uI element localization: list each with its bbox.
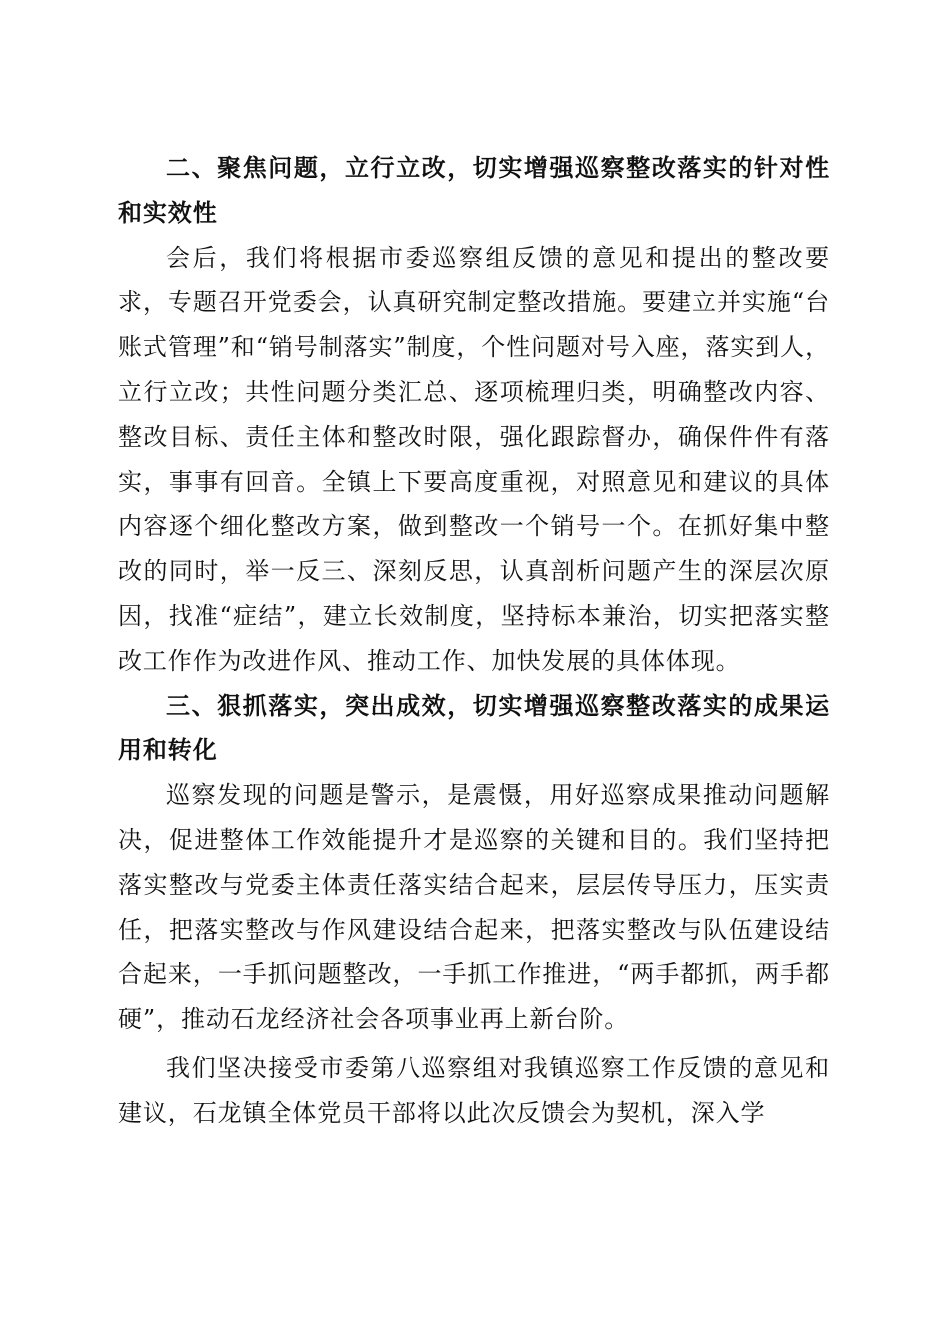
body-paragraph: 我们坚决接受市委第八巡察组对我镇巡察工作反馈的意见和建议，石龙镇全体党员干部将以此次反馈会为契机，深入学: [118, 1053, 830, 1127]
body-paragraph: 巡察发现的问题是警示，是震慑，用好巡察成果推动问题解决，促进整体工作效能提升才是巡察的关键和目的。我们坚持把落实整改与党委主体责任落实结合起来，层层传导压力，压实责任，把落实整改与作风建设结合起来，把落实整改与队伍建设结合起来，一手抓问题整改，一手抓工作推进，“两手都抓，两手都硬”，推动石龙经济社会各项事业再上新台阶。: [118, 781, 830, 1034]
document-page: [118, 146, 830, 1136]
section-heading: 二、聚焦问题，立行立改，切实增强巡察整改落实的针对性和实效性: [118, 154, 830, 227]
section-heading: 三、狠抓落实，突出成效，切实增强巡察整改落实的成果运用和转化: [118, 691, 830, 765]
body-paragraph: 会后，我们将根据市委巡察组反馈的意见和提出的整改要求，专题召开党委会，认真研究制定整改措施。要建立并实施“台账式管理”和“销号制落实”制度，个性问题对号入座，落实到人，立行立改；共性问题分类汇总、逐项梳理归类，明确整改内容、整改目标、责任主体和整改时限，强化跟踪督办，确保件件有落实，事事有回音。全镇上下要高度重视，对照意见和建议的具体内容逐个细化整改方案，做到整改一个销号一个。在抓好集中整改的同时，举一反三、深刻反思，认真剖析问题产生的深层次原因，找准“症结”，建立长效制度，坚持标本兼治，切实把落实整改工作作为改进作风、推动工作、加快发展的具体体现。: [118, 243, 830, 675]
section-two: [118, 146, 830, 684]
section-three: [118, 684, 830, 1136]
